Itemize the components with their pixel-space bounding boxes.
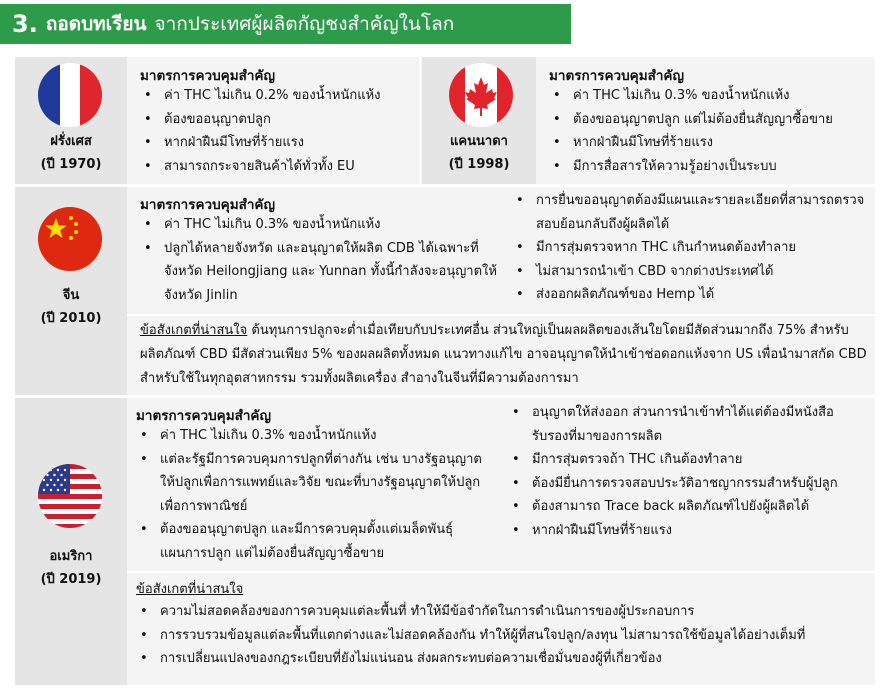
usa-note-label-wrap (136, 578, 243, 602)
france-heading: มาตรการควบคุมสำคัญ (140, 68, 275, 84)
canada-bullets (549, 84, 874, 178)
canada-bullet-item: • ค่า THC ไม่เกิน 0.3% ของน้ำหนักแห้ง (549, 84, 874, 108)
usa-note-label: ข้อสังเกตที่น่าสนใจ (136, 582, 244, 597)
usa-bullet-item: • มีการสุ่มตรวจถ้า THC เกินต้องทำลาย (508, 448, 866, 472)
canada-name: แคนนาดา (450, 134, 508, 149)
usa-divider (127, 571, 875, 573)
usa-bullet-item: • หากฝ่าฝืนมีโทษที่ร้ายแรง (508, 519, 866, 543)
canada-year: (ปี 1998) (448, 157, 510, 172)
usa-note-item: • การรวบรวมข้อมูลแต่ละพื้นที่แตกต่างและไม่สอดคล้องกัน ทำให้ผู้ที่สนใจปลูก/ลงทุน ไม่สามารถใช้ข้อมูลได้อย่างเต็มที่ (136, 624, 871, 648)
china-year: (ปี 2010) (40, 311, 102, 326)
france-bullet-item: • ค่า THC ไม่เกิน 0.2% ของน้ำหนักแห้ง (140, 84, 418, 108)
usa-note-item: • การเปลี่ยนแปลงของกฎระเบียบที่ยังไม่แน่นอน ส่งผลกระทบต่อความเชื่อมั่นของผู้ที่เกี่ยวข้อง (136, 647, 871, 671)
canada-heading: มาตรการควบคุมสำคัญ (549, 68, 684, 84)
china-bullets-left (140, 213, 500, 307)
china-country-label (15, 284, 127, 330)
china-note (140, 319, 868, 391)
china-flag-icon (38, 207, 102, 271)
china-bullet-item: • ค่า THC ไม่เกิน 0.3% ของน้ำหนักแห้ง (140, 213, 500, 237)
usa-bullets-right (508, 401, 866, 542)
canada-bullet-item: • ต้องขออนุญาตปลูก แต่ไม่ต้องยื่นสัญญาซื้อขาย (549, 108, 874, 132)
france-name: ฝรั่งเศส (50, 134, 92, 149)
china-bullet-item: • ปลูกได้หลายจังหวัด และอนุญาตให้ผลิต CDB ได้เฉพาะที่จังหวัด Heilongjiang และ Yunnan ทั้งนี้กำลังจะอนุญาตให้จังหวัด Jinlin (140, 237, 500, 308)
usa-name: อเมริกา (49, 549, 93, 564)
canada-bullet-item: • มีการสื่อสารให้ความรู้อย่างเป็นระบบ (549, 155, 874, 179)
china-note-label: ข้อสังเกตที่น่าสนใจ (140, 323, 248, 338)
usa-bullet-item: • ต้องมียื่นการตรวจสอบประวัติอาชญากรรมสำหรับผู้ปลูก (508, 472, 866, 496)
section-title: จากประเทศผู้ผลิตกัญชงสำคัญในโลก (154, 13, 455, 35)
france-flag-icon (38, 63, 102, 127)
usa-bullet-item: • อนุญาตให้ส่งออก ส่วนการนำเข้าทำได้แต่ต้องมีหนังสือรับรองที่มาของการผลิต (508, 401, 866, 448)
usa-bullet-item: • ค่า THC ไม่เกิน 0.3% ของน้ำหนักแห้ง (136, 424, 486, 448)
france-bullets (140, 84, 418, 178)
canada-flag-icon (449, 63, 513, 127)
china-note-text: ต้นทุนการปลูกจะต่ำเมื่อเทียบกับประเทศอื่น ส่วนใหญ่เป็นผลผลิตของเส้นใยโดยมีสัดส่วนมากถึง 75% สำหรับผลิตภัณฑ์ CBD มีสัดส่วนเพียง 5% ของผลผลิตทั้งหมด แนวทางแก้ไข อาจอนุญาตให้นำเข้าช่อดอกแห้งจาก US เพื่อนำมาสกัด CBD สำหรับใช้ในทุกอุตสาหกรรม รวมทั้งผลิตเครื่อง สำอางในจีนที่มีความต้องการมา (140, 323, 867, 386)
china-bullets-right (512, 189, 867, 307)
china-bullet-item: • ไม่สามารถนำเข้า CBD จากต่างประเทศได้ (512, 260, 867, 284)
usa-flag-icon (38, 464, 102, 528)
usa-heading: มาตรการควบคุมสำคัญ (136, 408, 271, 424)
section-number: 3. (12, 10, 38, 38)
usa-note-bullets (136, 600, 871, 671)
france-bullet-item: • ต้องขออนุญาตปลูก (140, 108, 418, 132)
usa-flag-cell (15, 398, 127, 685)
china-heading: มาตรการควบคุมสำคัญ (140, 197, 275, 213)
canada-bullet-item: • หากฝ่าฝืนมีโทษที่ร้ายแรง (549, 131, 874, 155)
france-bullet-item: • สามารถกระจายสินค้าได้ทั่วทั้ง EU (140, 155, 418, 179)
canada-country-label (422, 130, 536, 176)
usa-year: (ปี 2019) (40, 572, 102, 587)
france-country-label (15, 130, 127, 176)
usa-country-label (15, 545, 127, 591)
china-bullet-item: • ส่งออกผลิตภัณฑ์ของ Hemp ได้ (512, 283, 867, 307)
section-header (0, 4, 571, 44)
usa-note-item: • ความไม่สอดคล้องของการควบคุมแต่ละพื้นที่ ทำให้มีข้อจำกัดในการดำเนินการของผู้ประกอบการ (136, 600, 871, 624)
usa-bullet-item: • ต้องสามารถ Trace back ผลิตภัณฑ์ไปยังผู้ผลิตได้ (508, 495, 866, 519)
china-bullet-item: • มีการสุ่มตรวจหาก THC เกินกำหนดต้องทำลาย (512, 236, 867, 260)
china-name: จีน (62, 288, 80, 303)
section-title-bold: ถอดบทเรียน (45, 13, 147, 35)
china-divider (127, 314, 875, 316)
usa-bullet-item: • แต่ละรัฐมีการควบคุมการปลูกที่ต่างกัน เช่น บางรัฐอนุญาตให้ปลูกเพื่อการแพทย์และวิจัย ขณะที่บางรัฐอนุญาตให้ปลูกเพื่อการพาณิชย์ (136, 448, 486, 519)
france-bullet-item: • หากฝ่าฝืนมีโทษที่ร้ายแรง (140, 131, 418, 155)
usa-bullets-left (136, 424, 486, 565)
france-year: (ปี 1970) (40, 157, 102, 172)
usa-bullet-item: • ต้องขออนุญาตปลูก และมีการควบคุมตั้งแต่เมล็ดพันธุ์ แผนการปลูก แต่ไม่ต้องยื่นสัญญาซื้อขาย (136, 518, 486, 565)
china-bullet-item: • การยื่นขออนุญาตต้องมีแผนและรายละเอียดที่สามารถตรวจสอบย้อนกลับถึงผู้ผลิตได้ (512, 189, 867, 236)
